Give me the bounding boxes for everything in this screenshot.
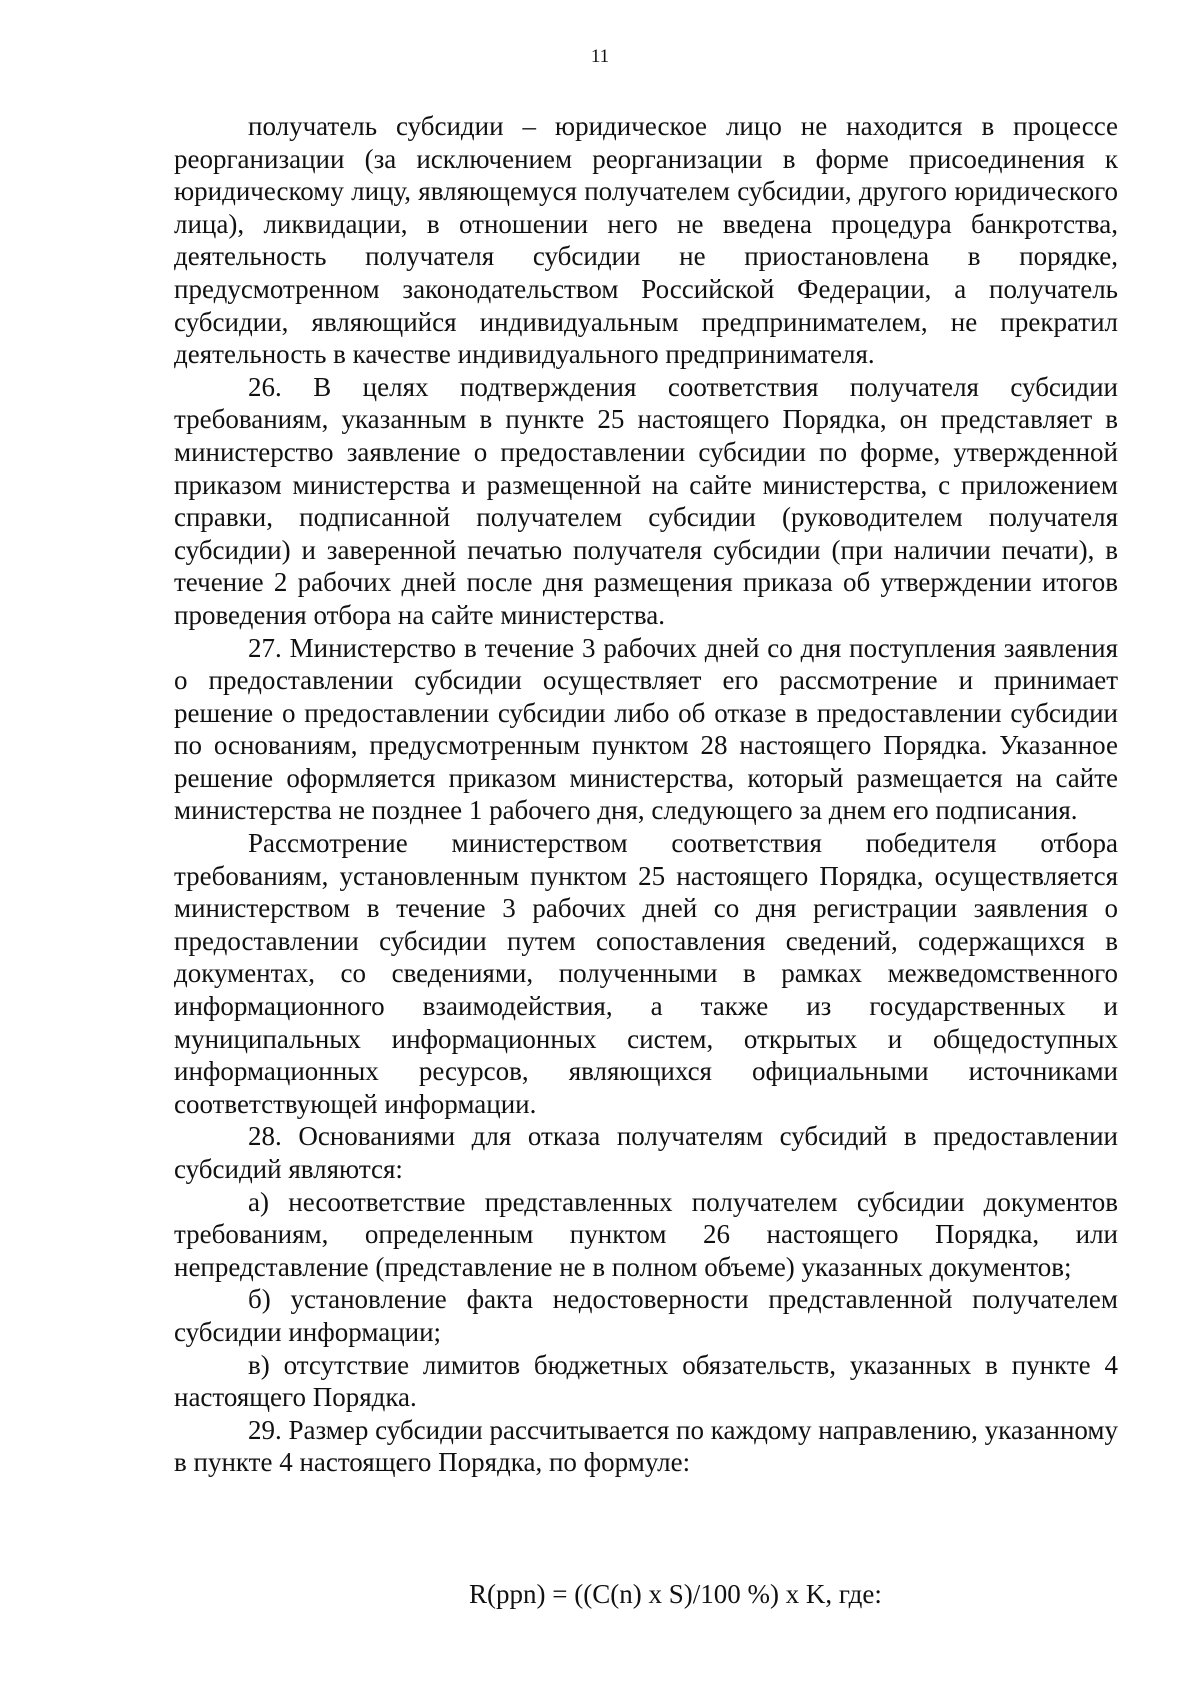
paragraph-item-29: 29. Размер субсидии рассчитывается по каждому направлению, указанному в пункте 4 настоящего Порядка, по формуле:	[174, 1414, 1118, 1478]
paragraph-continuation: получатель субсидии – юридическое лицо не находится в процессе реорганизации (за исключением реорганизации в форме присоединения к юридическому лицу, являющемуся получателем субсидии, другого юридического лица), ликвидации, в отношении него не введена процедура банкротства, деятельность получателя субсидии не приостановлена в порядке, предусмотренном законодательством Российской Федерации, а получатель субсидии, являющийся индивидуальным предпринимателем, не прекратил деятельность в качестве индивидуального предпринимателя.	[174, 111, 1118, 370]
paragraph-item-27: 27. Министерство в течение 3 рабочих дней со дня поступления заявления о предоставлении субсидии осуществляет его рассмотрение и принимает решение о предоставлении субсидии либо об отказе в предоставлении субсидии по основаниям, предусмотренным пунктом 28 настоящего Порядка. Указанное решение оформляется приказом министерства, который размещается на сайте министерства не позднее 1 рабочего дня, следующего за днем его подписания.	[174, 632, 1118, 826]
document-body	[174, 110, 1118, 1479]
subsidy-formula: R(ppn) = ((C(n) x S)/100 %) x K, где:	[469, 1579, 882, 1609]
paragraph-subitem-a: а) несоответствие представленных получателем субсидии документов требованиям, определенным пунктом 26 настоящего Порядка, или непредставление (представление не в полном объеме) указанных документов;	[174, 1186, 1118, 1282]
paragraph-subitem-b: б) установление факта недостоверности представленной получателем субсидии информации;	[174, 1284, 1118, 1347]
paragraph-item-26: 26. В целях подтверждения соответствия получателя субсидии требованиям, указанным в пункте 25 настоящего Порядка, он представляет в министерство заявление о предоставлении субсидии по форме, утвержденной приказом министерства и размещенной на сайте министерства, с приложением справки, подписанной получателем субсидии (руководителем получателя субсидии) и заверенной печатью получателя субсидии (при наличии печати), в течение 2 рабочих дней после дня размещения приказа об утверждении итогов проведения отбора на сайте министерства.	[174, 371, 1118, 630]
paragraph-item-28: 28. Основаниями для отказа получателям субсидий в предоставлении субсидий являются:	[174, 1121, 1118, 1184]
paragraph-subitem-v: в) отсутствие лимитов бюджетных обязательств, указанных в пункте 4 настоящего Порядка.	[174, 1349, 1118, 1413]
paragraph-review: Рассмотрение министерством соответствия победителя отбора требованиям, установленным пунктом 25 настоящего Порядка, осуществляется министерством в течение 3 рабочих дней со дня регистрации заявления о предоставлении субсидии путем сопоставления сведений, содержащихся в документах, со сведениями, полученными в рамках межведомственного информационного взаимодействия, а также из государственных и муниципальных информационных систем, открытых и общедоступных информационных ресурсов, являющихся официальными источниками соответствующей информации.	[174, 828, 1118, 1119]
page-number: 11	[590, 46, 610, 67]
